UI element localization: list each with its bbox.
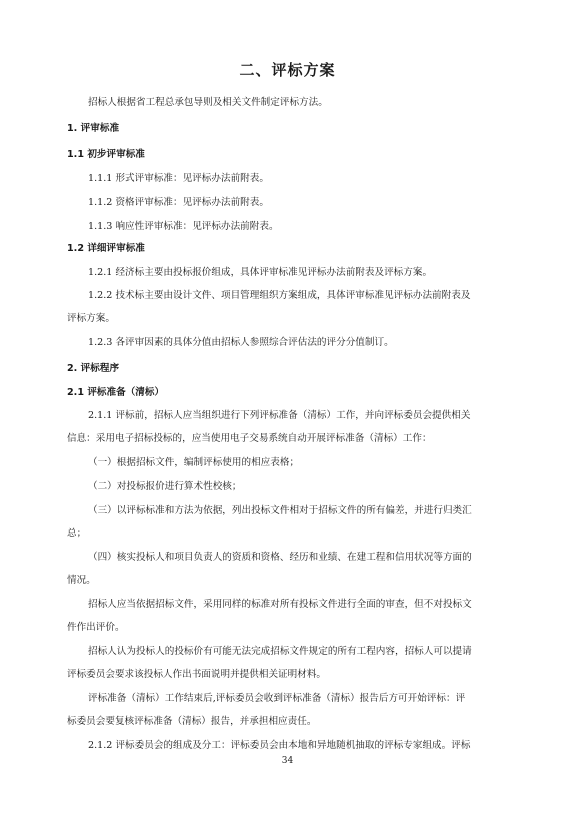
heading-evaluation-procedure: 2. 评标程序 <box>67 363 120 374</box>
heading-evaluation-preparation: 2.1 评标准备（清标） <box>67 387 165 398</box>
list-item-2: （二）对投标报价进行算术性校核； <box>88 481 242 492</box>
heading-preliminary-standards: 1.1 初步评审标准 <box>67 149 145 160</box>
clause-2-1-2: 2.1.2 评标委员会的组成及分工：评标委员会由本地和异地随机抽取的评标专家组成。评标 <box>88 740 471 751</box>
intro-paragraph: 招标人根据省工程总承包导则及相关文件制定评标方法。 <box>88 97 328 108</box>
list-item-3-line1: （三）以评标标准和方法为依据，列出投标文件相对于招标文件的所有偏差，并进行归类汇 <box>88 505 472 516</box>
clause-2-1-1-line2: 信息：采用电子招标投标的，应当使用电子交易系统自动开展评标准备（清标）工作： <box>67 433 432 444</box>
paragraph-review-line1: 招标人应当依据招标文件，采用同样的标准对所有投标文件进行全面的审查，但不对投标文 <box>88 599 472 610</box>
clause-1-2-2-line2: 评标方案。 <box>67 313 115 324</box>
paragraph-price-line1: 招标人认为投标人的投标价有可能无法完成招标文件规定的所有工程内容，招标人可以提请 <box>88 646 472 657</box>
heading-evaluation-standards: 1. 评审标准 <box>67 123 120 134</box>
paragraph-price-line2: 评标委员会要求该投标人作出书面说明并提供相关证明材料。 <box>67 669 327 680</box>
clause-1-2-2-line1: 1.2.2 技术标主要由设计文件、项目管理组织方案组成，具体评审标准见评标办法前附表及 <box>88 290 471 301</box>
paragraph-report-line2: 标委员会要复核评标准备（清标）报告，并承担相应责任。 <box>67 716 317 727</box>
page-title: 二、评标方案 <box>239 61 336 79</box>
clause-1-1-2: 1.1.2 资格评审标准：见评标办法前附表。 <box>88 197 269 208</box>
clause-1-2-1: 1.2.1 经济标主要由投标报价组成，具体评审标准见评标办法前附表及评标方案。 <box>88 267 433 278</box>
list-item-3-line2: 总； <box>67 528 87 539</box>
paragraph-report-line1: 评标准备（清标）工作结束后,评标委员会收到评标准备（清标）报告后方可开始评标：评 <box>88 693 466 704</box>
list-item-4-line1: （四）核实投标人和项目负责人的资质和资格、经历和业绩、在建工程和信用状况等方面的 <box>88 552 472 563</box>
clause-1-2-3: 1.2.3 各评审因素的具体分值由招标人参照综合评估法的评分分值制订。 <box>88 337 394 348</box>
clause-2-1-1-line1: 2.1.1 评标前，招标人应当组织进行下列评标准备（清标）工作，并向评标委员会提供相关 <box>88 410 471 421</box>
paragraph-review-line2: 件作出评价。 <box>67 622 125 633</box>
clause-1-1-1: 1.1.1 形式评审标准：见评标办法前附表。 <box>88 173 269 184</box>
page-number: 34 <box>281 756 294 766</box>
heading-detailed-standards: 1.2 详细评审标准 <box>67 243 145 254</box>
list-item-4-line2: 情况。 <box>67 575 96 586</box>
list-item-1: （一）根据招标文件，编制评标使用的相应表格； <box>88 457 300 468</box>
clause-1-1-3: 1.1.3 响应性评审标准：见评标办法前附表。 <box>88 221 279 232</box>
